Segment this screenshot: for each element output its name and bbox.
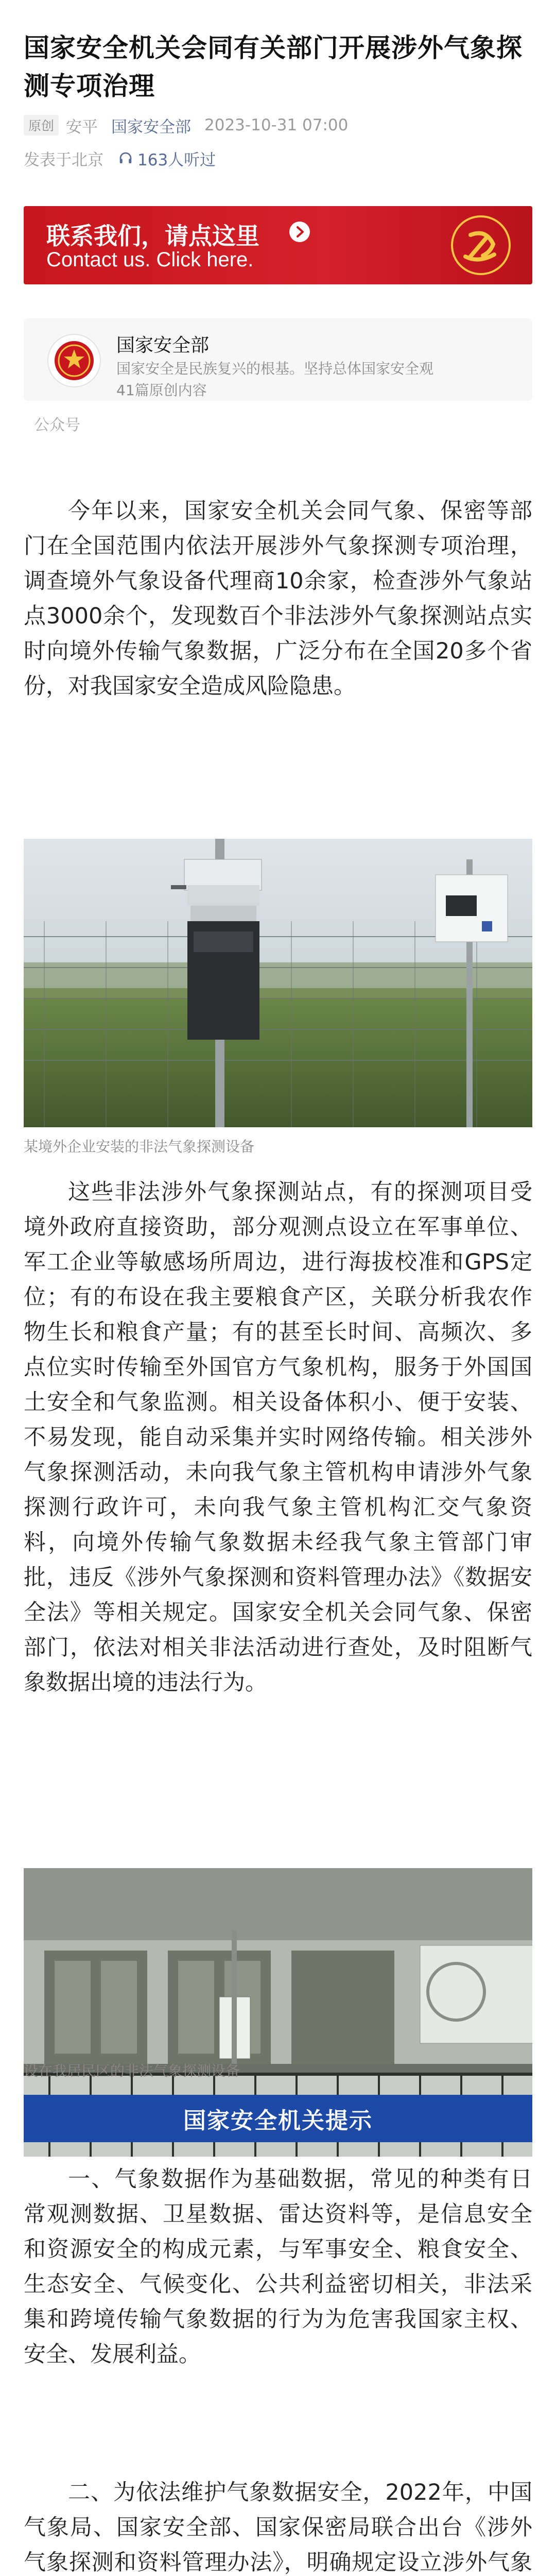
account-avatar <box>47 334 101 387</box>
banner-line-cn: 联系我们，请点这里 <box>46 222 259 250</box>
banner-line-en: Contact us. Click here. <box>46 248 254 271</box>
photo-caption-2: 设在我居民区的非法气象探测设备 <box>24 2062 240 2079</box>
publish-datetime: 2023-10-31 07:00 <box>204 116 349 134</box>
account-link[interactable]: 国家安全部 <box>111 117 192 137</box>
tips-section-header: 国家安全机关提示 <box>24 2095 532 2142</box>
original-count: 41篇原创内容 <box>116 382 207 399</box>
publish-location: 发表于北京 <box>24 150 103 170</box>
original-badge: 原创 <box>24 115 59 135</box>
listen-count[interactable]: 163人听过 <box>137 150 216 170</box>
photo-weather-device-field <box>24 839 532 1127</box>
article-meta-secondary <box>24 145 216 171</box>
contact-banner[interactable] <box>24 206 532 284</box>
photo-caption-1: 某境外企业安装的非法气象探测设备 <box>24 1138 255 1155</box>
party-emblem-icon <box>450 214 512 276</box>
article-title: 国家安全机关会同有关部门开展涉外气象探测专项治理 <box>24 33 523 101</box>
tip-paragraph-2: 二、为依法维护气象数据安全，2022年，中国气象局、国家安全部、国家保密局联合出台《涉外气象探测和资料管理办法》，明确规定设立涉外气象 <box>24 2480 532 2575</box>
article-meta <box>24 112 348 138</box>
arrow-right-icon <box>289 222 310 242</box>
account-type-label: 公众号 <box>34 416 80 434</box>
account-card[interactable] <box>24 318 532 401</box>
account-name: 国家安全部 <box>116 335 210 356</box>
account-description: 国家安全是民族复兴的根基。坚持总体国家安全观 <box>116 360 434 377</box>
body-paragraph-1: 今年以来，国家安全机关会同气象、保密等部门在全国范围内依法开展涉外气象探测专项治理，调查境外气象设备代理商10余家，检查涉外气象站点3000余个，发现数百个非法涉外气象探测站点实时向境外传输气象数据，广泛分布在全国20多个省份，对我国家安全造成风险隐患。 <box>24 498 532 699</box>
body-paragraph-2: 这些非法涉外气象探测站点，有的探测项目受境外政府直接资助，部分观测点设立在军事单位、军工企业等敏感场所周边，进行海拔校准和GPS定位；有的布设在我主要粮食产区，关联分析我农作物生长和粮食产量；有的甚至长时间、高频次、多点位实时传输至外国官方气象机构，服务于外国国土安全和气象监测。相关设备体积小、便于安装、不易发现，能自动采集并实时网络传输。相关涉外气象探测活动，未向我气象主管机构申请涉外气象探测行政许可，未向我气象主管机构汇交气象资料，向境外传输气象数据未经我气象主管部门审批，违反《涉外气象探测和资料管理办法》《数据安全法》等相关规定。国家安全机关会同气象、保密部门，依法对相关非法活动进行查处，及时阻断气象数据出境的违法行为。 <box>24 1179 532 1696</box>
author-name: 安平 <box>66 117 98 137</box>
headphone-icon <box>118 150 133 166</box>
tip-paragraph-1: 一、气象数据作为基础数据，常见的种类有日常观测数据、卫星数据、雷达资料等，是信息安全和资源安全的构成元素，与军事安全、粮食安全、生态安全、气候变化、公共利益密切相关，非法采集和跨境传输气象数据的行为为危害我国家主权、安全、发展利益。 <box>24 2166 532 2367</box>
